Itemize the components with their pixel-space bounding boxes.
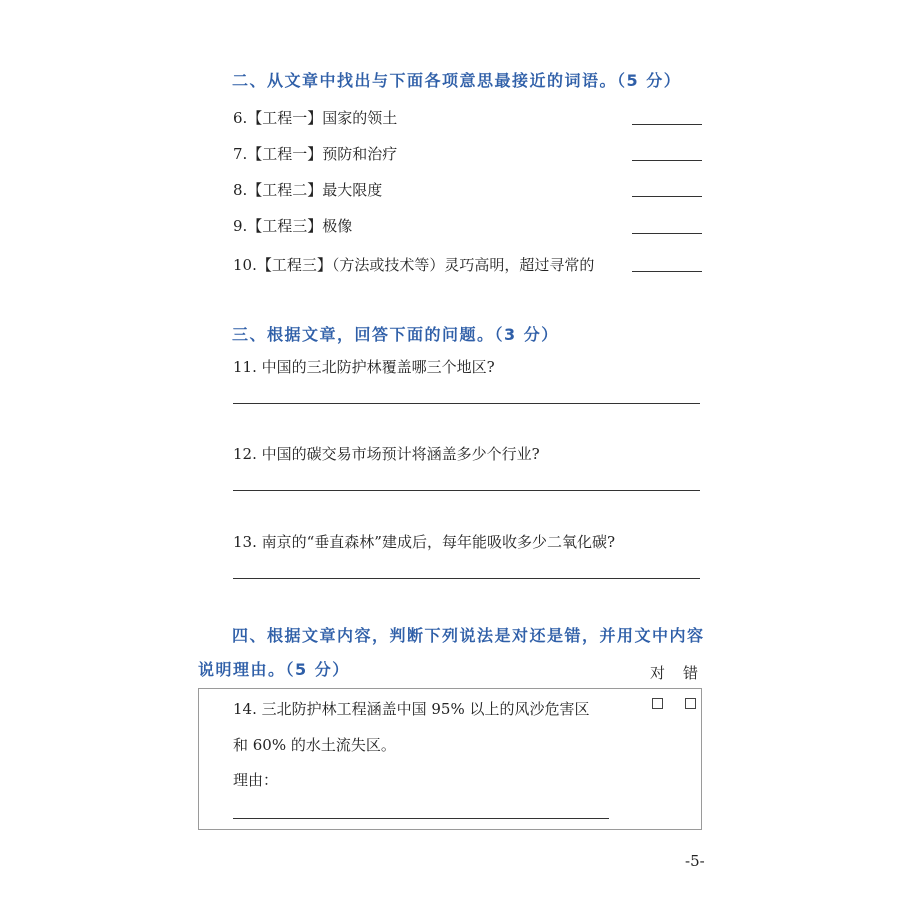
vocab-item-7: 7.【工程一】预防和治疗 [233,145,398,163]
question-12: 12. 中国的碳交易市场预计将涵盖多少个行业? [233,445,540,463]
answer-blank-7[interactable] [632,160,702,161]
false-checkbox[interactable] [685,698,696,709]
vocab-item-8: 8.【工程二】最大限度 [233,181,383,199]
answer-blank-6[interactable] [632,124,702,125]
question-11: 11. 中国的三北防护林覆盖哪三个地区? [233,358,495,376]
vocab-item-10: 10.【工程三】（方法或技术等）灵巧高明，超过寻常的 [233,256,595,274]
answer-blank-8[interactable] [632,196,702,197]
column-false-label: 错 [683,664,699,682]
vocab-item-6: 6.【工程一】国家的领土 [233,109,398,127]
vocab-item-9: 9.【工程三】极像 [233,217,353,235]
answer-blank-9[interactable] [632,233,702,234]
section4-title-line1: 四、根据文章内容，判断下列说法是对还是错，并用文中内容 [232,626,705,645]
column-true-label: 对 [650,664,666,682]
statement-14-line1: 14. 三北防护林工程涵盖中国 95% 以上的风沙危害区 [233,700,590,718]
answer-line-13[interactable] [233,578,700,579]
section3-title: 三、根据文章，回答下面的问题。（3 分） [232,325,559,344]
answer-blank-10[interactable] [632,271,702,272]
true-checkbox[interactable] [652,698,663,709]
page-number: -5- [685,852,705,870]
section2-title: 二、从文章中找出与下面各项意思最接近的词语。（5 分） [232,71,682,90]
answer-line-11[interactable] [233,403,700,404]
section4-title-line2: 说明理由。（5 分） [198,660,350,679]
statement-14-line2: 和 60% 的水土流失区。 [233,736,396,754]
reason-label: 理由： [233,771,279,789]
answer-line-12[interactable] [233,490,700,491]
question-13: 13. 南京的“垂直森林”建成后，每年能吸收多少二氧化碳? [233,533,616,551]
reason-answer-line[interactable] [233,818,609,819]
